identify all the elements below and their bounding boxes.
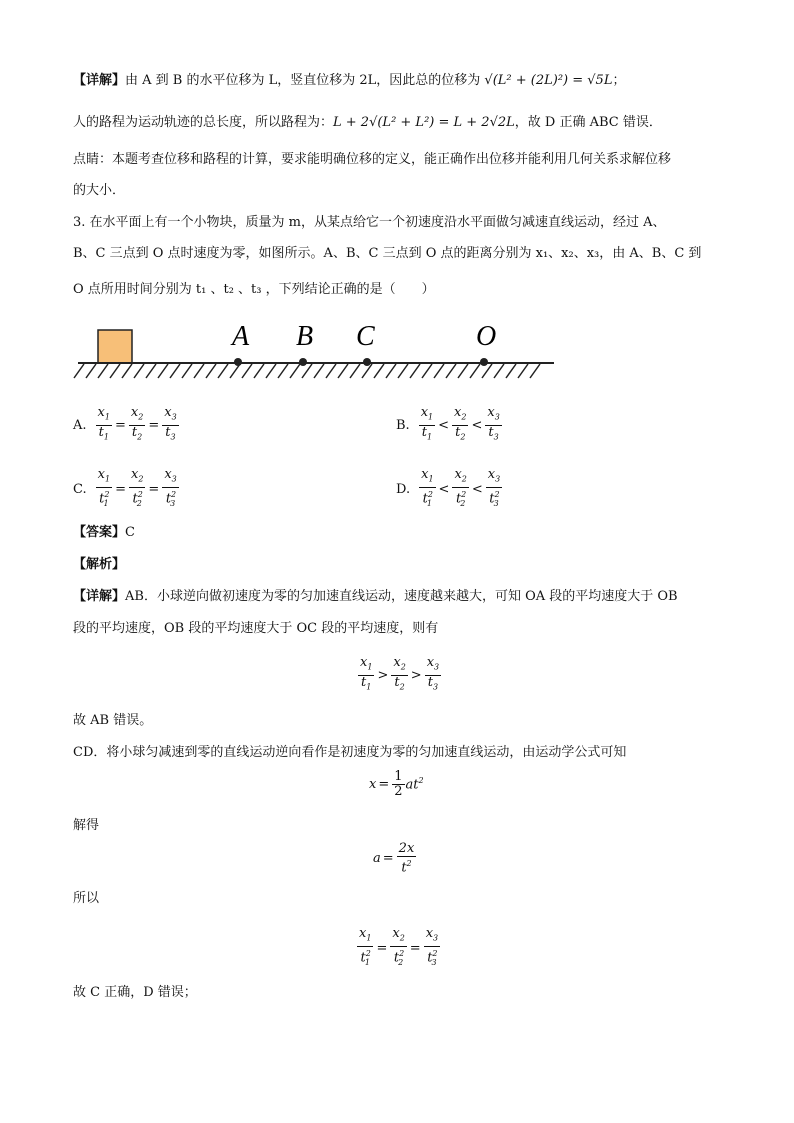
hatch-mark xyxy=(206,364,216,378)
hatch-mark xyxy=(194,364,204,378)
analysis-tag: 【解析】 xyxy=(73,557,126,572)
hatch-mark xyxy=(158,364,168,378)
question-line-3: O 点所用时间分别为 t₁ 、t₂ 、t₃ ，下列结论正确的是（ ） xyxy=(73,282,435,297)
detail-text: 由 A 到 B 的水平位移为 L，竖直位移为 2L，因此总的位移为 xyxy=(125,73,485,88)
hatch-mark xyxy=(410,364,420,378)
answer-tag: 【答案】 xyxy=(73,525,126,540)
hatch-mark xyxy=(374,364,384,378)
hatch-mark xyxy=(146,364,156,378)
path-text-end: ，故 D 正确 ABC 错误． xyxy=(514,115,662,130)
question-line-1: 3. 在水平面上有一个小物块，质量为 m，从某点给它一个初速度沿水平面做匀减速直线运动，经过 A、 xyxy=(73,215,666,230)
hatch-mark xyxy=(530,364,540,378)
equation-4: $\frac{x_1}{t^2_1}$ = $\frac{x_2}{t^2_2}$ = $\frac{x_3}{t^2_3}$ xyxy=(359,926,439,967)
explain-line-4: CD．将小球匀减速到零的直线运动逆向看作是初速度为零的匀加速直线运动，由运动学公式可知 xyxy=(73,745,627,760)
answer-value: C xyxy=(125,525,135,540)
comment-line-2: 的大小． xyxy=(73,183,126,198)
option-a-letter: A. xyxy=(73,417,87,433)
hatch-mark xyxy=(338,364,348,378)
hatch-mark xyxy=(254,364,264,378)
ground-hatching xyxy=(74,364,540,378)
hatch-mark xyxy=(506,364,516,378)
option-d-letter: D. xyxy=(396,481,411,497)
point-b-dot xyxy=(299,358,307,366)
path-formula: L + 2√(L² + L²) = L + 2√2L xyxy=(333,115,515,130)
detail-text-end: ； xyxy=(612,73,626,88)
hatch-mark xyxy=(398,364,408,378)
explain-line-5: 解得 xyxy=(73,818,100,833)
option-a: A. $\frac{x_1}{t_1}$ = $\frac{x_2}{t_2}$ = $\frac{x_3}{t_3}$ xyxy=(73,405,177,442)
hatch-mark xyxy=(314,364,324,378)
hatch-mark xyxy=(362,364,372,378)
option-b: B. $\frac{x_1}{t_1}$ < $\frac{x_2}{t_2}$ < $\frac{x_3}{t_3}$ xyxy=(396,405,500,442)
label-c: C xyxy=(356,321,375,352)
hatch-mark xyxy=(434,364,444,378)
hatch-mark xyxy=(134,364,144,378)
path-text: 人的路程为运动轨迹的总长度，所以路程为： xyxy=(73,115,334,130)
hatch-mark xyxy=(290,364,300,378)
explain-line-2: 段的平均速度，OB 段的平均速度大于 OC 段的平均速度，则有 xyxy=(73,621,439,636)
hatch-mark xyxy=(230,364,240,378)
hatch-mark xyxy=(446,364,456,378)
label-b: B xyxy=(296,321,314,352)
hatch-mark xyxy=(98,364,108,378)
hatch-mark xyxy=(218,364,228,378)
comment-line-1: 点睛：本题考查位移和路程的计算，要求能明确位移的定义，能正确作出位移并能利用几何关系求解位移 xyxy=(73,152,672,167)
option-d: D. $\frac{x_1}{t^2_1}$ < $\frac{x_2}{t^2_2}$ < $\frac{x_3}{t^2_3}$ xyxy=(396,467,501,508)
explain-line-7: 故 C 正确，D 错误； xyxy=(73,985,197,1000)
point-a-dot xyxy=(234,358,242,366)
equation-1: $\frac{x_1}{t_1}$ > $\frac{x_2}{t_2}$ > $\frac{x_3}{t_3}$ xyxy=(360,655,440,692)
block xyxy=(98,330,132,363)
label-a: A xyxy=(232,321,250,352)
hatch-mark xyxy=(518,364,528,378)
displacement-formula: √(L² + (2L)²) = √5L xyxy=(484,73,613,88)
hatch-mark xyxy=(182,364,192,378)
option-b-letter: B. xyxy=(396,417,410,433)
hatch-mark xyxy=(110,364,120,378)
hatch-mark xyxy=(170,364,180,378)
option-c-letter: C. xyxy=(73,481,87,497)
detail-tag: 【详解】 xyxy=(73,73,126,88)
explain-text-1: AB．小球逆向做初速度为零的匀加速直线运动，速度越来越大，可知 OA 段的平均速度大于 OB xyxy=(125,589,678,604)
detail-line-1 xyxy=(73,72,625,90)
hatch-mark xyxy=(482,364,492,378)
hatch-mark xyxy=(470,364,480,378)
hatch-mark xyxy=(494,364,504,378)
explain-line-3: 故 AB 错误。 xyxy=(73,713,153,728)
hatch-mark xyxy=(122,364,132,378)
equation-3: a = $\frac{2x}{t^2}$ xyxy=(373,841,415,876)
hatch-mark xyxy=(350,364,360,378)
point-o-dot xyxy=(480,358,488,366)
hatch-mark xyxy=(266,364,276,378)
option-c: C. $\frac{x_1}{t^2_1}$ = $\frac{x_2}{t^2_2}$ = $\frac{x_3}{t^2_3}$ xyxy=(73,467,177,508)
hatch-mark xyxy=(74,364,84,378)
path-line xyxy=(73,114,662,132)
hatch-mark xyxy=(242,364,252,378)
hatch-mark xyxy=(302,364,312,378)
hatch-mark xyxy=(326,364,336,378)
label-o: O xyxy=(476,321,497,352)
equation-2: x = $\frac{1}{2}$ $at^2$ xyxy=(369,769,424,799)
point-c-dot xyxy=(363,358,371,366)
explain-line-6: 所以 xyxy=(73,891,100,906)
answer-line xyxy=(73,524,135,542)
explain-line-1 xyxy=(73,588,678,606)
hatch-mark xyxy=(422,364,432,378)
explain-tag: 【详解】 xyxy=(73,589,126,604)
hatch-mark xyxy=(86,364,96,378)
hatch-mark xyxy=(278,364,288,378)
motion-figure xyxy=(70,312,560,382)
question-line-2: B、C 三点到 O 点时速度为零，如图所示。A、B、C 三点到 O 点的距离分别为 x₁、x₂、x₃，由 A、B、C 到 xyxy=(73,246,702,261)
hatch-mark xyxy=(386,364,396,378)
hatch-mark xyxy=(458,364,468,378)
